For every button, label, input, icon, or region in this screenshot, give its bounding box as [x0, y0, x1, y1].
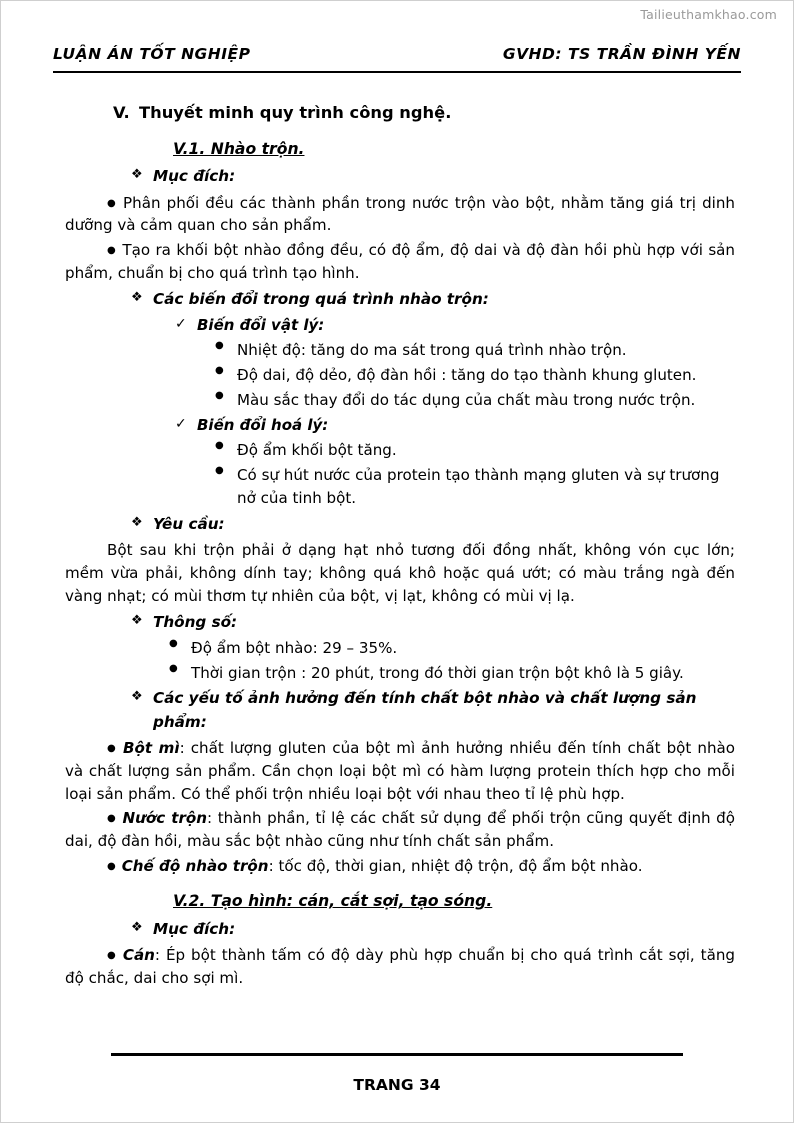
item-name: Cán — [122, 946, 155, 965]
bullet-dot-icon: ● — [107, 950, 117, 962]
list-item: ● Độ ẩm khối bột tăng. — [215, 439, 735, 462]
footer-divider — [111, 1053, 683, 1056]
parameters-label: ❖ Thông số: — [131, 611, 735, 634]
section-title: Thuyết minh quy trình công nghệ. — [139, 103, 452, 122]
page-header — [53, 45, 741, 63]
page-footer: TRANG 34 — [353, 1076, 441, 1094]
header-divider — [53, 71, 741, 73]
list-item: ● Có sự hút nước của protein tạo thành mạng gluten và sự trương nở của tinh bột. — [215, 464, 735, 510]
purpose-label-2: ❖ Mục đích: — [131, 918, 735, 941]
bullet-dot-icon: ● — [107, 742, 118, 754]
purpose-label: ❖ Mục đích: — [131, 165, 735, 188]
bullet-dot-icon: ● — [107, 245, 117, 257]
list-item: ● Thời gian trộn : 20 phút, trong đó thời gian trộn bột khô là 5 giây. — [169, 662, 735, 685]
factor-text: : tốc độ, thời gian, nhiệt độ trộn, độ ẩm bột nhào. — [268, 857, 643, 876]
physchem-changes-label: ✓ Biến đổi hoá lý: — [175, 414, 735, 437]
bullet-dot-icon: ● — [107, 813, 117, 825]
physical-changes-label: ✓ Biến đổi vật lý: — [175, 314, 735, 337]
list-item: ● Nhiệt độ: tăng do ma sát trong quá trình nhào trộn. — [215, 339, 735, 362]
purpose-item-2 — [65, 944, 735, 990]
factors-label: ❖ Các yếu tố ảnh hưởng đến tính chất bột nhào và chất lượng sản phẩm: — [131, 687, 735, 733]
item-text: : Ép bột thành tấm có độ dày phù hợp chuẩn bị cho quá trình cắt sợi, tăng độ chắc, dai cho sợi mì. — [65, 946, 735, 988]
factor-name: Chế độ nhào trộn — [121, 857, 269, 876]
list-item: ● Độ ẩm bột nhào: 29 – 35%. — [169, 637, 735, 660]
requirement-text: Bột sau khi trộn phải ở dạng hạt nhỏ tương đối đồng nhất, không vón cục lớn; mềm vừa phải, không dính tay; không quá khô hoặc quá ướt; có màu trắng ngà đến vàng nhạt; có mùi thơm tự nhiên của bột, vị lạt, không có mùi vị lạ. — [65, 540, 735, 605]
purpose-item-text: Tạo ra khối bột nhào đồng đều, có độ ẩm, độ dai và độ đàn hồi phù hợp với sản phẩm, chuẩn bị cho quá trình tạo hình. — [65, 241, 735, 283]
section-number: V. — [113, 103, 130, 122]
factor-item — [65, 737, 735, 806]
watermark: Tailieuthamkhao.com — [640, 7, 777, 22]
purpose-item — [65, 239, 735, 285]
list-item: ● Độ dai, độ dẻo, độ đàn hồi : tăng do tạo thành khung gluten. — [215, 364, 735, 387]
subsection-1-heading: V.1. Nhào trộn. — [173, 139, 305, 158]
purpose-item-text: Phân phối đều các thành phần trong nước trộn vào bột, nhằm tăng giá trị dinh dưỡng và cảm quan cho sản phẩm. — [65, 193, 735, 235]
subsection-2-heading: V.2. Tạo hình: cán, cắt sợi, tạo sóng. — [173, 892, 493, 911]
list-item: ● Màu sắc thay đổi do tác dụng của chất màu trong nước trộn. — [215, 389, 735, 412]
bullet-dot-icon: ● — [107, 861, 116, 873]
section-heading — [113, 101, 735, 126]
factor-item — [65, 855, 735, 878]
factor-text: : chất lượng gluten của bột mì ảnh hưởng nhiều đến tính chất bột nhào và chất lượng sản phẩm. Cần chọn loại bột mì có hàm lượng protein thích hợp cho mỗi loại sản phẩm. Có thể phối trộn nhiều loại bột với nhau theo tỉ lệ phù hợp. — [65, 738, 736, 803]
requirement-label: ❖ Yêu cầu: — [131, 513, 735, 536]
factor-name: Bột mì — [123, 738, 180, 757]
changes-label: ❖ Các biến đổi trong quá trình nhào trộn: — [131, 288, 735, 311]
factor-item — [65, 807, 735, 853]
factor-name: Nước trộn — [122, 809, 208, 828]
document-body — [65, 87, 735, 992]
factor-text: : thành phần, tỉ lệ các chất sử dụng để phối trộn cũng quyết định độ dai, độ đàn hồi, màu sắc bột nhào cũng như tính chất sản phẩm. — [65, 809, 735, 851]
purpose-item — [65, 192, 735, 238]
header-right-text: GVHD: TS TRẦN ĐÌNH YẾN — [502, 45, 741, 63]
bullet-dot-icon: ● — [107, 197, 118, 209]
header-left-text: LUẬN ÁN TỐT NGHIỆP — [53, 45, 251, 63]
